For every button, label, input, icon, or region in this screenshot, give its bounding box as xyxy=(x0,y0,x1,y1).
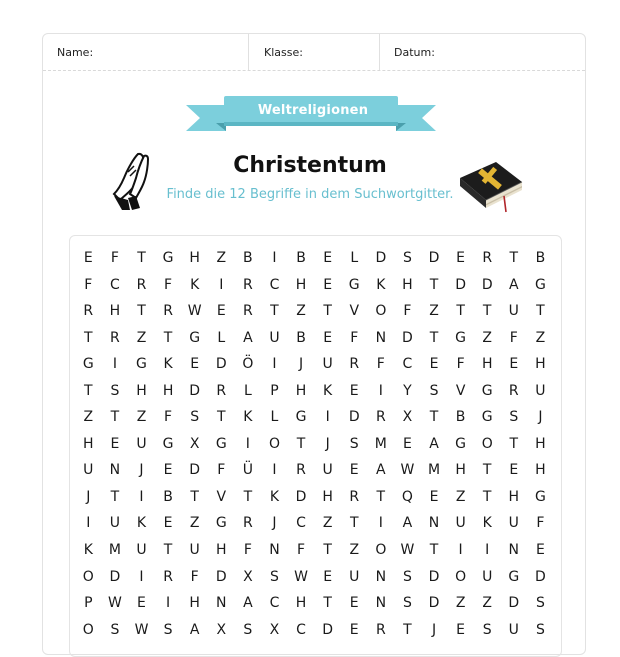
grid-letter[interactable]: I xyxy=(272,356,277,373)
grid-letter[interactable]: U xyxy=(83,462,94,479)
grid-letter[interactable]: J xyxy=(139,462,144,479)
grid-letter[interactable]: V xyxy=(349,303,360,320)
grid-letter[interactable]: E xyxy=(429,356,439,373)
grid-letter[interactable]: R xyxy=(216,382,227,399)
grid-letter[interactable]: E xyxy=(349,621,359,638)
grid-letter[interactable]: J xyxy=(538,409,543,426)
grid-letter[interactable]: B xyxy=(535,250,546,266)
grid-letter[interactable]: E xyxy=(323,250,333,266)
grid-letter[interactable]: F xyxy=(350,329,359,346)
grid-letter[interactable]: E xyxy=(535,542,545,559)
grid-letter[interactable]: L xyxy=(217,329,226,346)
grid-letter[interactable]: A xyxy=(376,462,386,479)
grid-letter[interactable]: N xyxy=(216,595,227,612)
grid-letter[interactable]: Z xyxy=(455,488,466,505)
grid-letter[interactable]: F xyxy=(164,276,173,293)
grid-letter[interactable]: H xyxy=(189,595,200,612)
grid-letter[interactable]: F xyxy=(243,542,252,559)
grid-letter[interactable]: R xyxy=(349,356,360,373)
grid-letter[interactable]: S xyxy=(402,250,412,266)
grid-letter[interactable]: T xyxy=(110,488,120,505)
grid-letter[interactable]: H xyxy=(295,595,307,612)
grid-letter[interactable]: T xyxy=(296,435,306,452)
grid-letter[interactable]: H xyxy=(295,382,307,399)
grid-letter[interactable]: D xyxy=(428,595,440,612)
grid-letter[interactable]: T xyxy=(482,303,492,320)
grid-letter[interactable]: T xyxy=(137,303,146,320)
grid-letter[interactable]: W xyxy=(134,621,149,638)
instructions: Finde die 12 Begriffe in dem Suchwortgitter. xyxy=(166,187,454,202)
grid-letter[interactable]: N xyxy=(428,515,440,532)
grid-letter[interactable]: R xyxy=(110,329,120,346)
grid-letter[interactable]: Z xyxy=(482,595,492,612)
grid-letter[interactable]: I xyxy=(378,515,383,532)
grid-letter[interactable]: S xyxy=(110,621,120,638)
grid-letter[interactable]: T xyxy=(482,462,492,479)
grid-letter[interactable]: T xyxy=(270,303,279,320)
grid-letter[interactable]: H xyxy=(83,435,94,452)
grid-letter[interactable]: T xyxy=(429,409,439,426)
grid-letter[interactable]: J xyxy=(325,435,330,452)
grid-letter[interactable]: H xyxy=(402,276,413,293)
grid-letter[interactable]: H xyxy=(295,276,307,293)
grid-letter[interactable]: N xyxy=(508,542,520,559)
grid-letter[interactable]: T xyxy=(137,250,146,266)
grid-letter[interactable]: A xyxy=(189,621,200,638)
grid-letter[interactable]: G xyxy=(455,435,467,452)
grid-letter[interactable]: H xyxy=(508,488,520,505)
grid-letter[interactable]: G xyxy=(215,435,227,452)
grid-letter[interactable]: L xyxy=(243,382,252,399)
grid-letter[interactable]: O xyxy=(82,568,94,585)
grid-letter[interactable]: E xyxy=(323,329,333,346)
grid-letter[interactable]: A xyxy=(243,329,253,346)
grid-letter[interactable]: D xyxy=(348,409,360,426)
grid-letter[interactable]: B xyxy=(163,488,173,505)
grid-letter[interactable]: F xyxy=(509,329,518,346)
grid-letter[interactable]: L xyxy=(350,250,359,266)
grid-letter[interactable]: T xyxy=(429,329,439,346)
grid-letter[interactable]: E xyxy=(110,435,120,452)
grid-letter[interactable]: X xyxy=(402,409,413,426)
grid-letter[interactable]: Z xyxy=(322,515,333,532)
grid-letter[interactable]: E xyxy=(323,568,333,585)
grid-letter[interactable]: E xyxy=(456,250,466,266)
grid-letter[interactable]: D xyxy=(295,488,307,505)
grid-letter[interactable]: T xyxy=(323,595,332,612)
grid-letter[interactable]: Z xyxy=(136,329,147,346)
word-search-grid[interactable] xyxy=(75,245,555,643)
grid-letter[interactable]: Z xyxy=(535,329,546,346)
grid-letter[interactable]: S xyxy=(535,621,545,638)
grid-letter[interactable]: J xyxy=(298,356,304,373)
grid-letter[interactable]: F xyxy=(456,356,465,373)
grid-letter[interactable]: F xyxy=(110,250,119,266)
grid-letter[interactable]: R xyxy=(242,303,253,320)
grid-letter[interactable]: Z xyxy=(296,303,306,320)
grid-letter[interactable]: O xyxy=(481,435,493,452)
grid-letter[interactable]: N xyxy=(375,568,387,585)
name-label: Name: xyxy=(57,46,94,59)
grid-letter[interactable]: R xyxy=(375,409,386,426)
grid-letter[interactable]: S xyxy=(110,382,120,399)
grid-letter[interactable]: K xyxy=(190,276,200,293)
grid-letter[interactable]: B xyxy=(455,409,466,426)
grid-letter[interactable]: I xyxy=(219,276,224,293)
grid-letter[interactable]: I xyxy=(272,462,277,479)
grid-letter[interactable]: T xyxy=(323,303,332,320)
grid-letter[interactable]: Ö xyxy=(242,356,254,373)
praying-hands-icon xyxy=(108,152,152,212)
grid-letter[interactable]: H xyxy=(216,542,227,559)
grid-letter[interactable]: C xyxy=(296,621,306,638)
grid-letter[interactable]: B xyxy=(243,250,253,266)
grid-letter[interactable]: G xyxy=(162,250,174,266)
grid-letter[interactable]: K xyxy=(323,382,333,399)
grid-letter[interactable]: H xyxy=(455,462,466,479)
grid-letter[interactable]: H xyxy=(162,382,174,399)
grid-letter[interactable]: R xyxy=(163,303,173,320)
grid-letter[interactable]: E xyxy=(509,356,519,373)
grid-letter[interactable]: N xyxy=(269,542,280,559)
grid-letter[interactable]: G xyxy=(481,382,493,399)
grid-letter[interactable]: R xyxy=(242,515,253,532)
grid-letter[interactable]: F xyxy=(536,515,545,532)
grid-letter[interactable]: G xyxy=(189,329,201,346)
grid-letter[interactable]: I xyxy=(245,435,250,452)
grid-letter[interactable]: C xyxy=(269,276,280,293)
grid-letter[interactable]: E xyxy=(349,462,359,479)
grid-letter[interactable]: I xyxy=(378,382,383,399)
grid-letter[interactable]: E xyxy=(349,595,359,612)
grid-letter[interactable]: D xyxy=(428,250,440,266)
grid-letter[interactable]: X xyxy=(269,621,280,638)
grid-letter[interactable]: Y xyxy=(403,382,412,399)
grid-letter[interactable]: B xyxy=(296,250,306,266)
grid-letter[interactable]: I xyxy=(166,595,171,612)
grid-letter[interactable]: I xyxy=(485,542,490,559)
class-label: Klasse: xyxy=(264,46,303,59)
grid-letter[interactable]: T xyxy=(403,621,412,638)
grid-letter[interactable]: G xyxy=(215,515,227,532)
grid-letter[interactable]: O xyxy=(268,435,280,452)
grid-letter[interactable]: V xyxy=(216,488,227,505)
grid-letter[interactable]: T xyxy=(323,542,332,559)
grid-letter[interactable]: S xyxy=(429,382,439,399)
grid-letter[interactable]: D xyxy=(455,276,466,293)
grid-letter[interactable]: S xyxy=(402,568,412,585)
grid-letter[interactable]: J xyxy=(86,488,91,505)
grid-letter[interactable]: T xyxy=(376,488,386,505)
grid-letter[interactable]: Z xyxy=(482,329,492,346)
grid-letter[interactable]: T xyxy=(190,488,199,505)
grid-letter[interactable]: O xyxy=(82,621,94,638)
grid-letter[interactable]: R xyxy=(349,488,360,505)
grid-letter[interactable]: N xyxy=(375,595,387,612)
grid-letter[interactable]: D xyxy=(481,276,493,293)
grid-letter[interactable]: I xyxy=(458,542,463,559)
grid-letter[interactable]: H xyxy=(109,303,121,320)
grid-letter[interactable]: R xyxy=(482,250,493,266)
grid-letter[interactable]: T xyxy=(482,488,492,505)
grid-letter[interactable]: H xyxy=(535,356,546,373)
grid-letter[interactable]: T xyxy=(84,382,93,399)
grid-letter[interactable]: H xyxy=(535,435,546,452)
grid-letter[interactable]: G xyxy=(82,356,94,373)
grid-letter[interactable]: Z xyxy=(216,250,227,266)
class-field[interactable] xyxy=(249,34,380,70)
grid-letter[interactable]: T xyxy=(456,303,465,320)
grid-letter[interactable]: U xyxy=(136,435,147,452)
grid-letter[interactable]: R xyxy=(508,382,519,399)
grid-letter[interactable]: D xyxy=(215,568,227,585)
grid-letter[interactable]: U xyxy=(508,515,519,532)
grid-letter[interactable]: T xyxy=(163,329,173,346)
grid-letter[interactable]: E xyxy=(456,621,466,638)
grid-letter[interactable]: F xyxy=(217,462,226,479)
grid-letter[interactable]: K xyxy=(376,276,386,293)
page-title: Christentum xyxy=(233,153,387,178)
grid-letter[interactable]: B xyxy=(296,329,306,346)
grid-letter[interactable]: K xyxy=(163,356,173,373)
grid-letter[interactable]: C xyxy=(110,276,120,293)
grid-letter[interactable]: E xyxy=(163,515,173,532)
grid-letter[interactable]: D xyxy=(375,250,387,266)
grid-letter[interactable]: T xyxy=(429,542,439,559)
grid-letter[interactable]: D xyxy=(215,356,227,373)
grid-letter[interactable]: C xyxy=(269,595,280,612)
grid-letter[interactable]: D xyxy=(508,595,520,612)
grid-letter[interactable]: U xyxy=(482,568,493,585)
grid-letter[interactable]: S xyxy=(402,595,412,612)
grid-letter[interactable]: N xyxy=(375,329,387,346)
grid-letter[interactable]: H xyxy=(136,382,147,399)
grid-letter[interactable]: A xyxy=(243,595,253,612)
grid-letter[interactable]: I xyxy=(139,568,144,585)
grid-letter[interactable]: Z xyxy=(429,303,439,320)
grid-letter[interactable]: N xyxy=(109,462,121,479)
grid-letter[interactable]: U xyxy=(269,329,280,346)
grid-letter[interactable]: E xyxy=(190,356,200,373)
grid-letter[interactable]: R xyxy=(163,568,173,585)
grid-letter[interactable]: K xyxy=(136,515,147,532)
grid-letter[interactable]: O xyxy=(455,568,467,585)
grid-letter[interactable]: T xyxy=(84,329,93,346)
grid-letter[interactable]: Q xyxy=(401,488,413,505)
grid-letter[interactable]: G xyxy=(136,356,147,373)
grid-letter[interactable]: R xyxy=(296,462,306,479)
grid-letter[interactable]: J xyxy=(272,515,277,532)
grid-letter[interactable]: D xyxy=(189,382,201,399)
grid-letter[interactable]: F xyxy=(84,276,93,293)
grid-letter[interactable]: Z xyxy=(136,409,147,426)
grid-letter[interactable]: S xyxy=(270,568,279,585)
grid-letter[interactable]: H xyxy=(322,488,333,505)
grid-letter[interactable]: T xyxy=(216,409,226,426)
grid-letter[interactable]: J xyxy=(431,621,437,638)
grid-letter[interactable]: A xyxy=(429,435,439,452)
grid-letter[interactable]: S xyxy=(509,409,519,426)
grid-letter[interactable]: F xyxy=(403,303,412,320)
grid-letter[interactable]: R xyxy=(242,276,253,293)
grid-letter[interactable]: I xyxy=(112,356,117,373)
grid-letter[interactable]: T xyxy=(429,276,439,293)
bible-with-cross-icon xyxy=(456,156,524,214)
grid-letter[interactable]: U xyxy=(189,542,200,559)
grid-letter[interactable]: I xyxy=(86,515,91,532)
grid-letter[interactable]: I xyxy=(272,250,277,266)
grid-letter[interactable]: U xyxy=(136,542,147,559)
grid-letter[interactable]: R xyxy=(375,621,386,638)
grid-letter[interactable]: R xyxy=(83,303,94,320)
grid-letter[interactable]: F xyxy=(297,542,306,559)
grid-letter[interactable]: W xyxy=(400,462,415,479)
grid-letter[interactable]: U xyxy=(349,568,360,585)
grid-letter[interactable]: Z xyxy=(189,515,200,532)
grid-letter[interactable]: S xyxy=(163,621,173,638)
grid-letter[interactable]: K xyxy=(482,515,492,532)
grid-letter[interactable]: X xyxy=(189,435,200,452)
grid-letter[interactable]: X xyxy=(243,568,253,585)
grid-letter[interactable]: Z xyxy=(83,409,94,426)
grid-letter[interactable]: E xyxy=(349,382,359,399)
grid-letter[interactable]: G xyxy=(508,568,520,585)
grid-letter[interactable]: W xyxy=(400,542,415,559)
grid-letter[interactable]: Ü xyxy=(242,462,253,479)
grid-letter[interactable]: S xyxy=(190,409,200,426)
grid-letter[interactable]: W xyxy=(294,568,308,585)
grid-letter[interactable]: T xyxy=(509,250,519,266)
grid-letter[interactable]: I xyxy=(139,488,144,505)
grid-letter[interactable]: K xyxy=(83,542,93,559)
grid-letter[interactable]: G xyxy=(534,276,546,293)
grid-letter[interactable]: T xyxy=(163,542,173,559)
grid-letter[interactable]: T xyxy=(349,515,359,532)
grid-letter[interactable]: U xyxy=(508,303,519,320)
grid-letter[interactable]: K xyxy=(269,488,280,505)
grid-letter[interactable]: U xyxy=(322,356,333,373)
grid-letter[interactable]: E xyxy=(216,303,226,320)
grid-letter[interactable]: R xyxy=(136,276,147,293)
grid-letter[interactable]: U xyxy=(109,515,121,532)
grid-letter[interactable]: E xyxy=(83,250,93,266)
grid-letter[interactable]: E xyxy=(137,595,146,612)
grid-letter[interactable]: E xyxy=(429,488,439,505)
grid-letter[interactable]: T xyxy=(110,409,120,426)
grid-letter[interactable]: O xyxy=(375,303,387,320)
grid-letter[interactable]: G xyxy=(455,329,467,346)
header-fields xyxy=(43,34,585,71)
grid-letter[interactable]: E xyxy=(509,462,519,479)
name-field[interactable] xyxy=(43,34,249,70)
grid-letter[interactable]: P xyxy=(84,595,93,612)
grid-letter[interactable]: M xyxy=(374,435,387,452)
grid-letter[interactable]: I xyxy=(325,409,330,426)
grid-letter[interactable]: M xyxy=(108,542,121,559)
grid-letter[interactable]: T xyxy=(536,303,545,320)
grid-letter[interactable]: X xyxy=(216,621,227,638)
grid-letter[interactable]: C xyxy=(402,356,413,373)
grid-letter[interactable]: V xyxy=(455,382,466,399)
grid-letter[interactable]: Z xyxy=(349,542,360,559)
grid-letter[interactable]: F xyxy=(190,568,199,585)
grid-letter[interactable]: G xyxy=(295,409,307,426)
grid-letter[interactable]: A xyxy=(509,276,519,293)
date-label: Datum: xyxy=(394,46,435,59)
grid-letter[interactable]: W xyxy=(107,595,122,612)
grid-letter[interactable]: D xyxy=(109,568,121,585)
grid-letter[interactable]: G xyxy=(534,488,546,505)
banner-label: Weltreligionen xyxy=(257,103,369,118)
grid-letter[interactable]: U xyxy=(535,382,546,399)
grid-letter[interactable]: H xyxy=(535,462,546,479)
grid-letter[interactable]: C xyxy=(296,515,306,532)
grid-letter[interactable]: S xyxy=(243,621,253,638)
grid-letter[interactable]: S xyxy=(535,595,545,612)
grid-letter[interactable]: O xyxy=(375,542,387,559)
grid-letter[interactable]: D xyxy=(322,621,334,638)
grid-letter[interactable]: U xyxy=(508,621,519,638)
grid-letter[interactable]: F xyxy=(376,356,385,373)
grid-letter[interactable]: E xyxy=(323,276,333,293)
grid-letter[interactable]: S xyxy=(482,621,492,638)
grid-letter[interactable]: E xyxy=(163,462,173,479)
grid-letter[interactable]: E xyxy=(402,435,412,452)
grid-letter[interactable]: D xyxy=(402,329,413,346)
grid-letter[interactable]: T xyxy=(243,488,253,505)
grid-letter[interactable]: D xyxy=(189,462,201,479)
grid-letter[interactable]: A xyxy=(402,515,413,532)
grid-letter[interactable]: H xyxy=(189,250,200,266)
date-field[interactable] xyxy=(380,34,585,70)
grid-letter[interactable]: W xyxy=(187,303,202,320)
grid-letter[interactable]: U xyxy=(455,515,466,532)
grid-letter[interactable]: M xyxy=(427,462,441,479)
grid-letter[interactable]: H xyxy=(481,356,493,373)
grid-letter[interactable]: F xyxy=(164,409,173,426)
grid-letter[interactable]: L xyxy=(270,409,279,426)
grid-letter[interactable]: G xyxy=(348,276,360,293)
grid-letter[interactable]: T xyxy=(509,435,519,452)
grid-letter[interactable]: P xyxy=(270,382,279,399)
grid-letter[interactable]: D xyxy=(535,568,546,585)
grid-letter[interactable]: G xyxy=(481,409,493,426)
grid-letter[interactable]: U xyxy=(322,462,333,479)
grid-letter[interactable]: D xyxy=(428,568,440,585)
grid-letter[interactable]: G xyxy=(162,435,174,452)
grid-letter[interactable]: S xyxy=(349,435,359,452)
grid-letter[interactable]: Z xyxy=(455,595,466,612)
grid-letter[interactable]: K xyxy=(243,409,253,426)
